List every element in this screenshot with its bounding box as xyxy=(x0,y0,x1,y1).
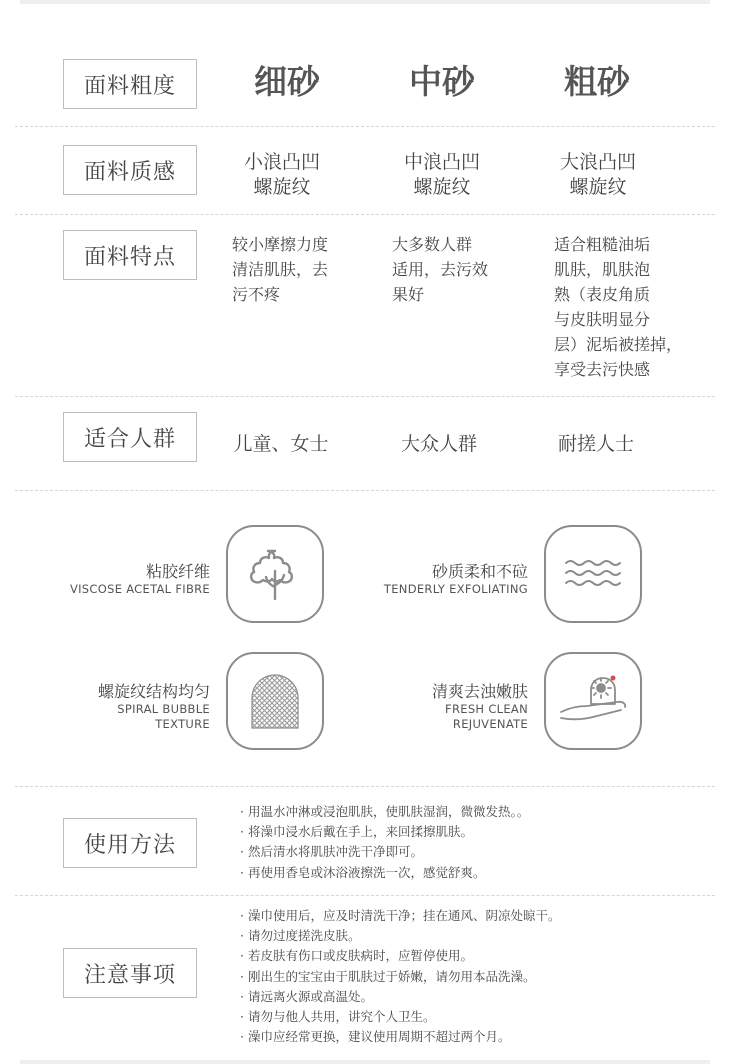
list-item: · 若皮肤有伤口或皮肤病时，应暂停使用。 xyxy=(240,948,473,964)
list-item: · 刚出生的宝宝由于肌肤过于娇嫩，请勿用本品洗澡。 xyxy=(240,968,536,984)
highlight-spiral-label: 螺旋纹结构均匀 SPIRAL BUBBLE TEXTURE xyxy=(97,682,210,731)
list-item: · 将澡巾浸水后戴在手上，来回揉擦肌肤。 xyxy=(240,824,473,840)
highlight-viscose-label: 粘胶纤维 VISCOSE ACETAL FIBRE xyxy=(69,562,210,596)
list-item: · 请远离火源或高温处。 xyxy=(240,988,373,1004)
features-coarse: 适合粗糙油垢 肌肤，肌肤泡 熟（表皮角质 与皮肤明显分 层）泥垢被搓掉， 享受去污快感 xyxy=(554,235,683,379)
texture-label: 面料质感 xyxy=(63,145,197,195)
usage-list xyxy=(240,802,529,883)
texture-medium: 中浪凸凹 螺旋纹 xyxy=(403,151,480,198)
cotton-icon xyxy=(226,525,324,623)
top-edge xyxy=(20,0,710,4)
list-item: · 再使用香皂或沐浴液擦洗一次，感觉舒爽。 xyxy=(240,864,486,880)
grit-medium: 中砂 xyxy=(409,62,475,101)
features-label: 面料特点 xyxy=(63,230,197,280)
list-item: · 用温水冲淋或浸泡肌肤，使肌肤湿润，微微发热。。 xyxy=(240,804,530,819)
divider xyxy=(15,895,715,896)
texture-fine: 小浪凸凹 螺旋纹 xyxy=(243,151,320,198)
grit-fine: 细砂 xyxy=(254,62,320,101)
list-item: · 请勿过度搓洗皮肤。 xyxy=(240,928,361,944)
list-item: · 澡巾应经常更换，建议使用周期不超过两个月。 xyxy=(240,1029,511,1045)
texture-coarse: 大浪凸凹 螺旋纹 xyxy=(559,151,636,198)
divider xyxy=(15,126,715,127)
grit-label: 面料粗度 xyxy=(63,59,197,109)
list-item: · 澡巾使用后，应及时清洗干净；挂在通风、阴凉处晾干。 xyxy=(240,908,561,923)
divider xyxy=(15,490,715,491)
crowd-label: 适合人群 xyxy=(63,412,197,462)
crowd-medium: 大众人群 xyxy=(400,433,477,455)
waves-icon xyxy=(544,525,642,623)
highlight-exfoliating-label: 砂质柔和不砬 TENDERLY EXFOLIATING xyxy=(383,562,528,596)
list-item: · 然后清水将肌肤冲洗干净即可。 xyxy=(240,844,423,860)
divider xyxy=(15,786,715,787)
grit-coarse: 粗砂 xyxy=(564,62,630,101)
cautions-list xyxy=(240,906,560,1047)
divider xyxy=(15,214,715,215)
hand-scrub-icon xyxy=(544,652,642,750)
list-item: · 请勿与他人共用，讲究个人卫生。 xyxy=(240,1009,436,1025)
features-medium: 大多数人群 适用，去污效 果好 xyxy=(392,235,489,304)
features-fine: 较小摩擦力度 清洁肌肤，去 污不疼 xyxy=(232,235,329,304)
highlight-fresh-label: 清爽去浊嫩肤 FRESH CLEAN REJUVENATE xyxy=(431,682,528,731)
cautions-label: 注意事项 xyxy=(63,948,197,998)
bottom-edge xyxy=(20,1060,710,1064)
divider xyxy=(15,396,715,397)
usage-label: 使用方法 xyxy=(63,818,197,868)
crowd-coarse: 耐搓人士 xyxy=(557,433,634,455)
mitt-texture-icon xyxy=(226,652,324,750)
crowd-fine: 儿童、女士 xyxy=(233,433,329,455)
